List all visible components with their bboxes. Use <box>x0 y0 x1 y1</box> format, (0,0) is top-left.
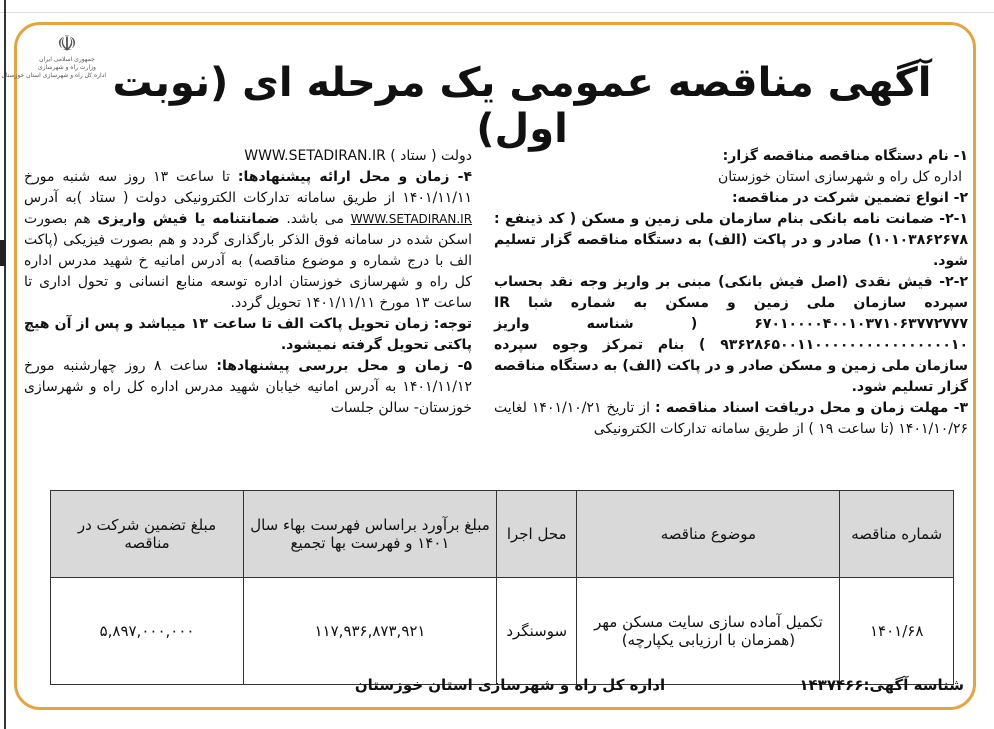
table-row <box>51 578 954 685</box>
emblem-icon: ☫ <box>57 32 77 57</box>
tender-table <box>50 490 954 685</box>
logo-line2: وزارت راه و شهرسازی <box>38 64 96 71</box>
section4-body3: هم بصورت اسکن شده در سامانه فوق الذکر بارگذاری گردد و هم بصورت فیزیکی (پاکت الف با درج شماره و موضوع مناقصه) به آدرس امانیه خ شهید مدرس اداره کل راه و شهرسازی خوزستان اداره توسعه منابع انسانی و تحول اداری تا ساعت ۱۳ مورخ ۱۴۰۱/۱۱/۱۱ تحویل گردد. <box>24 211 472 311</box>
header-estimate: مبلغ برآورد براساس فهرست بهاء سال ۱۴۰۱ و فهرست بها تجمیع <box>244 491 497 578</box>
setad-link[interactable]: WWW.SETADIRAN.IR <box>350 212 473 226</box>
header-guarantee: مبلغ تضمین شرکت در مناقصه <box>51 491 244 578</box>
margin-mark <box>0 240 6 266</box>
section2-1: ۲-۱- ضمانت نامه بانکی بنام سازمان ملی زمین و مسکن ( کد ذینفع : ۱۰۱۰۳۸۶۲۶۷۸) صادر و در پاکت (الف) به دستگاه مناقصه گزار تسلیم شود. <box>494 211 968 269</box>
section3-body: از تاریخ ۱۴۰۱/۱۰/۲۱ لغایت ۱۴۰۱/۱۰/۲۶ (تا ساعت ۱۹ ) از طریق سامانه تدارکات الکترونیکی <box>494 400 968 437</box>
footer-organization: اداره کل راه و شهرسازی استان خوزستان <box>354 676 666 694</box>
section3-heading: ۳- مهلت زمان و محل دریافت اسناد مناقصه : <box>654 400 968 416</box>
header-location: محل اجرا <box>497 491 577 578</box>
section4-body2: می باشد. <box>286 211 344 227</box>
previous-ad-edge <box>0 0 994 13</box>
section4-body1: تا ساعت ۱۳ روز سه شنبه مورخ ۱۴۰۱/۱۱/۱۱ از طریق سامانه تدارکات الکترونیکی دولت ( ستاد )به آدرس <box>24 169 472 206</box>
ad-id: شناسه آگهی:۱۴۳۷۴۶۶ <box>799 676 964 694</box>
section1-body: اداره کل راه و شهرسازی استان خوزستان <box>718 169 962 185</box>
section5-body: ساعت ۸ روز چهارشنبه مورخ ۱۴۰۱/۱۱/۱۲ به آدرس امانیه خیابان شهید مدرس اداره کل راه و شهرسازی خوزستان- سالن جلسات <box>24 358 472 416</box>
setad-line: دولت ( ستاد ) WWW.SETADIRAN.IR <box>244 148 472 164</box>
cell-tender-number: ۱۴۰۱/۶۸ <box>840 578 954 685</box>
cell-subject: تکمیل آماده سازی سایت مسکن مهر (همزمان با ارزیابی یکپارچه) <box>577 578 840 685</box>
header-subject: موضوع مناقصه <box>577 491 840 578</box>
left-column <box>24 146 472 419</box>
section2-heading: ۲- انواع تضمین شرکت در مناقصه: <box>731 190 968 206</box>
cell-location: سوسنگرد <box>497 578 577 685</box>
column-rule <box>4 0 6 729</box>
delivery-note: توجه: زمان تحویل پاکت الف تا ساعت ۱۳ میباشد و پس از آن هیچ پاکتی تحویل گرفته نمیشود. <box>24 316 472 353</box>
logo-line3: اداره کل راه و شهرسازی استان خوزستان <box>1 72 106 79</box>
table-header-row <box>51 491 954 578</box>
section4-bold: ضمانتنامه یا فیش واریزی <box>97 211 280 227</box>
cell-estimate: ۱۱۷,۹۳۶,۸۷۳,۹۲۱ <box>244 578 497 685</box>
right-column <box>494 146 968 440</box>
section4-heading: ۴- زمان و محل ارائه پیشنهادها: <box>237 169 472 185</box>
ministry-logo <box>1 32 106 92</box>
section1-heading: ۱- نام دستگاه مناقصه مناقصه گزار: <box>722 148 968 164</box>
section2-2: ۲-۲- فیش نقدی (اصل فیش بانکی) مبنی بر واریز وجه نقد بحساب سپرده سازمان ملی زمین و مسکن به شماره شبا IR ۶۷۰۱۰۰۰۰۴۰۰۱۰۳۷۱۰۶۳۷۷۲۷۷۷ ( شناسه واریز ۹۳۶۲۸۶۵۰۰۱۱۰۰۰۰۰۰۰۰۰۰۰۰۰۰۰۰۱۰ ) بنام تمرکز وجوه سپرده سازمان ملی زمین و مسکن صادر و در پاکت (الف) به دستگاه مناقصه گزار تسلیم شود. <box>494 274 968 395</box>
header-tender-number: شماره مناقصه <box>840 491 954 578</box>
section5-heading: ۵- زمان و محل بررسی پیشنهادها: <box>216 358 473 374</box>
logo-line1: جمهوری اسلامی ایران <box>39 56 95 63</box>
ad-title: آگهی مناقصه عمومی یک مرحله ای (نوبت اول) <box>112 60 932 152</box>
cell-guarantee: ۵,۸۹۷,۰۰۰,۰۰۰ <box>51 578 244 685</box>
